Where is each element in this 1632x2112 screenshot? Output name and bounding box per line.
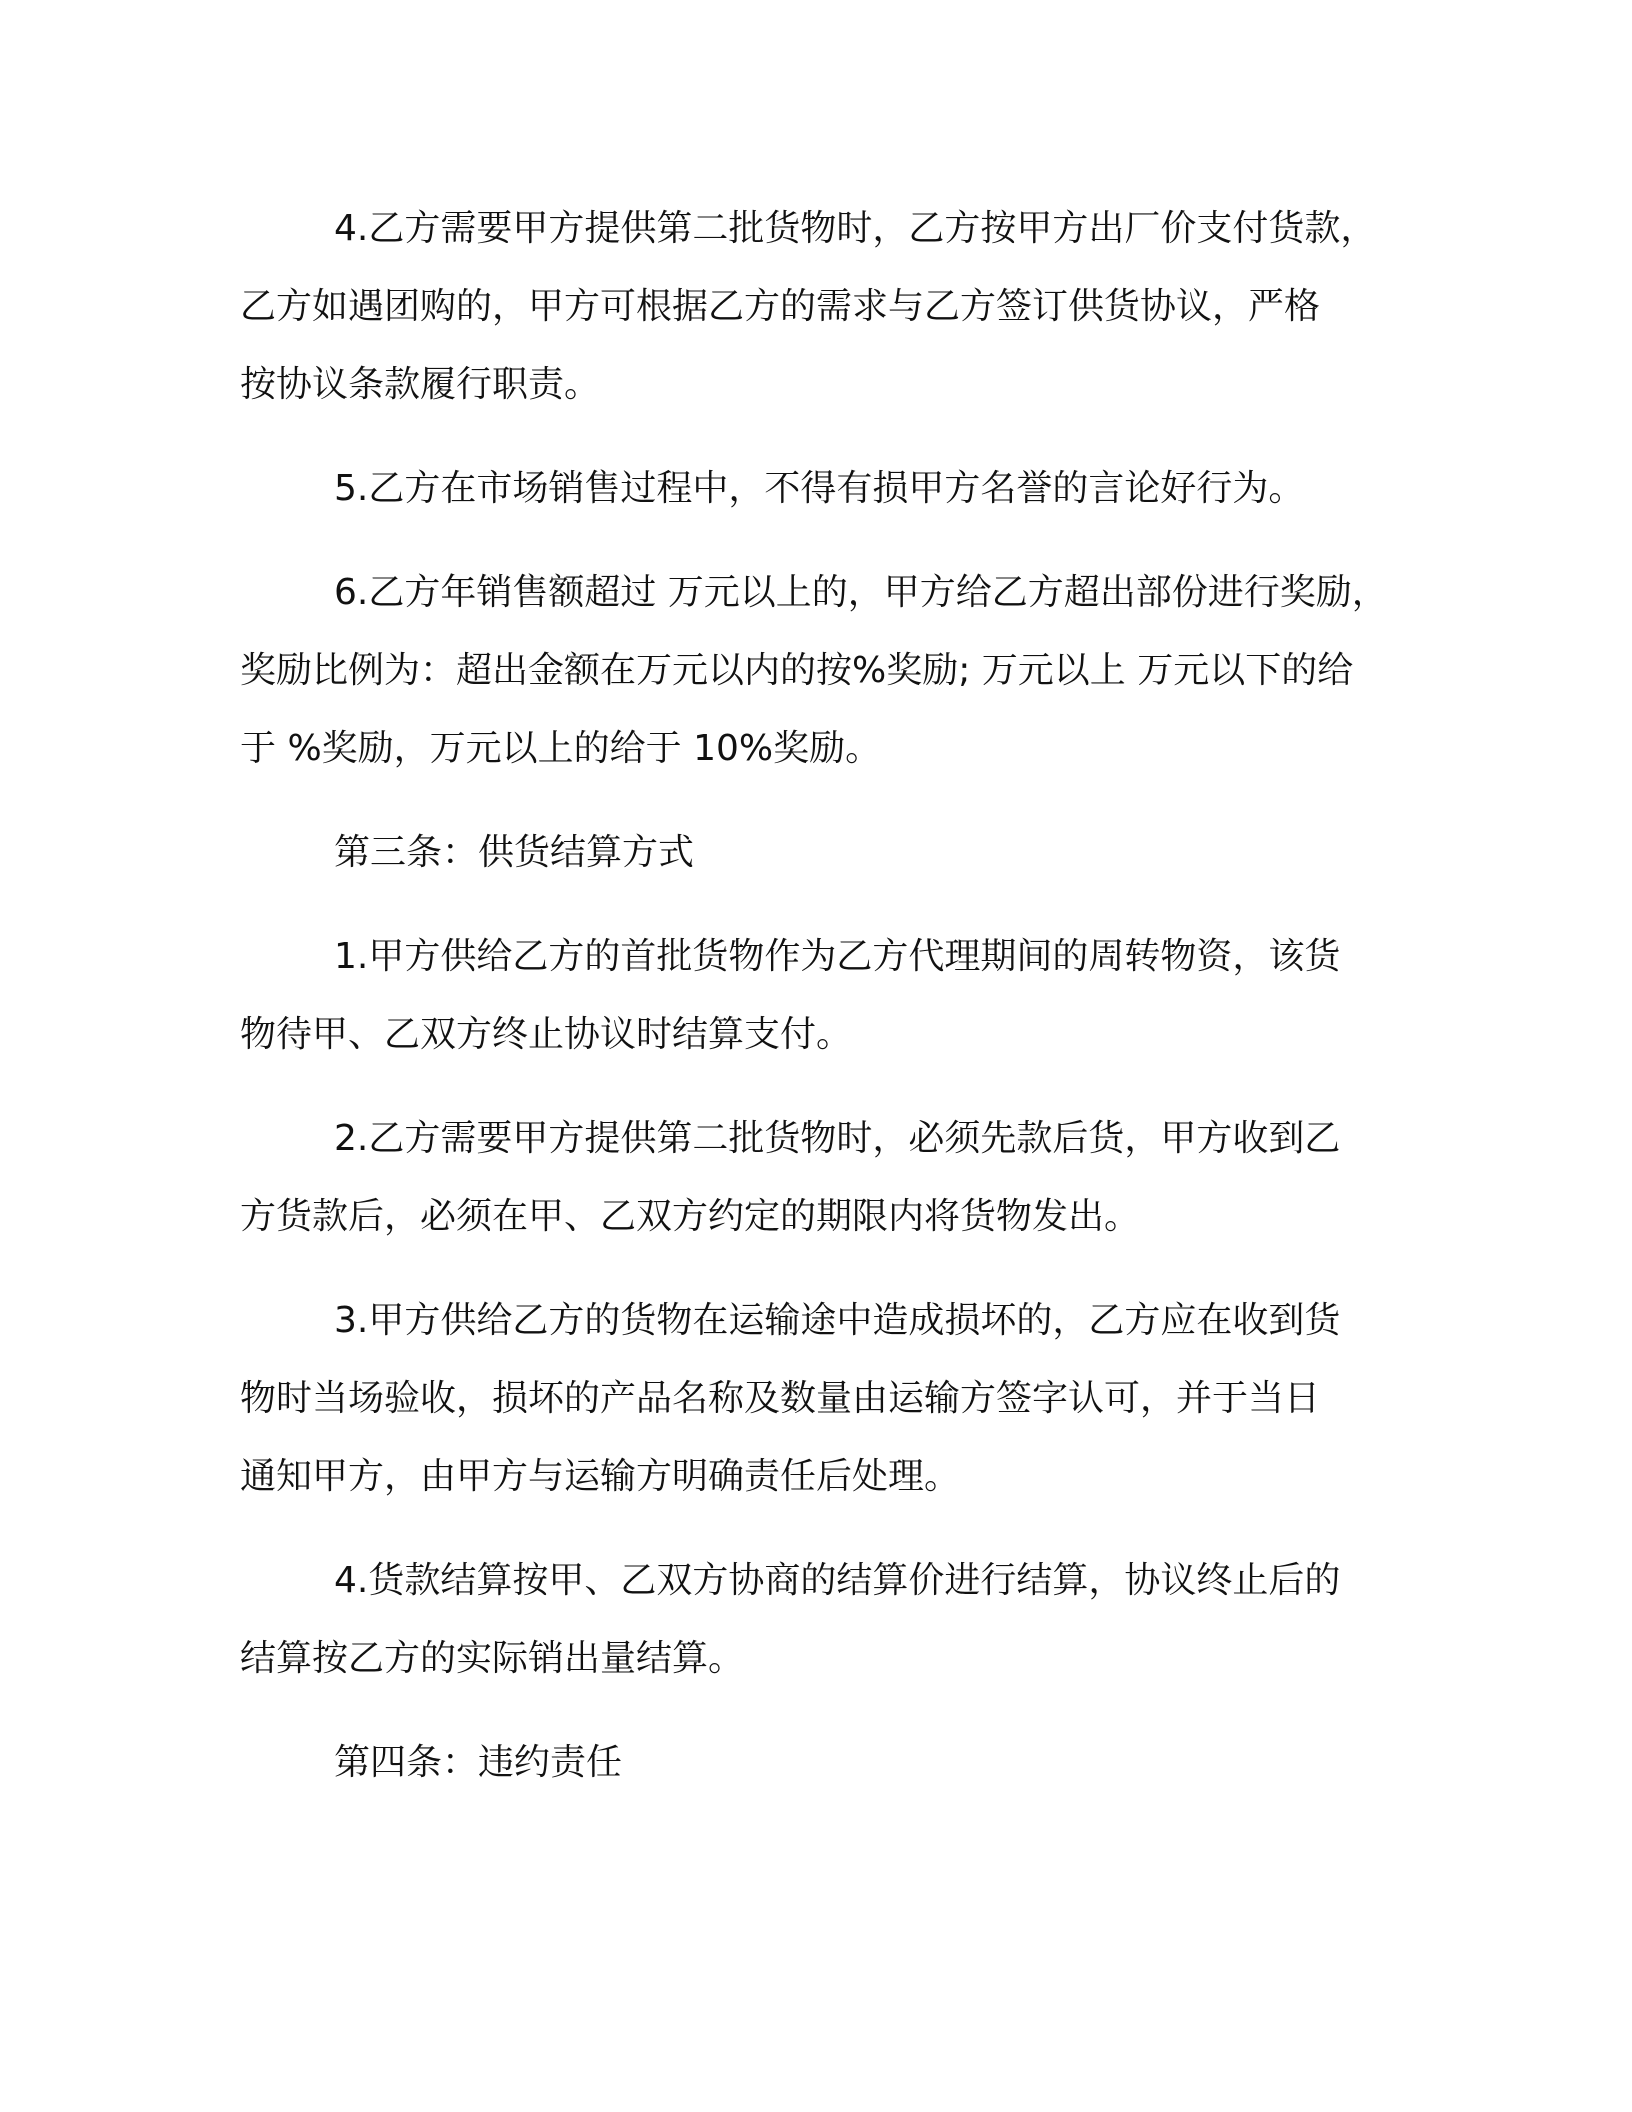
text-line: 1.甲方供给乙方的首批货物作为乙方代理期间的周转物资，该货 [334, 936, 1341, 977]
text-line: 通知甲方，由甲方与运输方明确责任后处理。 [240, 1456, 961, 1497]
paragraph-settlement-2 [240, 1100, 1450, 1256]
section-heading-article-4 [240, 1724, 1450, 1802]
section-heading: 第三条：供货结算方式 [334, 832, 695, 873]
paragraph-item-6-reward [240, 554, 1450, 788]
paragraph-item-4-supply [240, 190, 1450, 424]
text-line: 于 %奖励，万元以上的给于 10%奖励。 [240, 728, 882, 769]
section-heading: 第四条：违约责任 [334, 1742, 623, 1783]
text-line: 物时当场验收，损坏的产品名称及数量由运输方签字认可，并于当日 [240, 1378, 1321, 1419]
text-line: 3.甲方供给乙方的货物在运输途中造成损坏的，乙方应在收到货 [334, 1300, 1341, 1341]
text-line: 4.货款结算按甲、乙双方协商的结算价进行结算，协议终止后的 [334, 1560, 1341, 1601]
paragraph-settlement-1 [240, 918, 1450, 1074]
text-line: 奖励比例为：超出金额在万元以内的按%奖励; 万元以上 万元以下的给 [240, 650, 1354, 691]
text-line: 结算按乙方的实际销出量结算。 [240, 1638, 745, 1679]
paragraph-settlement-3 [240, 1282, 1450, 1516]
text-line: 按协议条款履行职责。 [240, 364, 601, 405]
paragraph-settlement-4 [240, 1542, 1450, 1698]
text-line: 物待甲、乙双方终止协议时结算支付。 [240, 1014, 853, 1055]
text-line: 4.乙方需要甲方提供第二批货物时，乙方按甲方出厂价支付货款， [334, 208, 1377, 249]
document-body [240, 190, 1450, 1828]
text-line: 5.乙方在市场销售过程中，不得有损甲方名誉的言论好行为。 [334, 468, 1305, 509]
text-line: 6.乙方年销售额超过 万元以上的，甲方给乙方超出部份进行奖励， [334, 572, 1388, 613]
text-line: 方货款后，必须在甲、乙双方约定的期限内将货物发出。 [240, 1196, 1141, 1237]
text-line: 乙方如遇团购的，甲方可根据乙方的需求与乙方签订供货协议，严格 [240, 286, 1321, 327]
text-line: 2.乙方需要甲方提供第二批货物时，必须先款后货，甲方收到乙 [334, 1118, 1341, 1159]
paragraph-item-5-reputation [240, 450, 1450, 528]
section-heading-article-3 [240, 814, 1450, 892]
